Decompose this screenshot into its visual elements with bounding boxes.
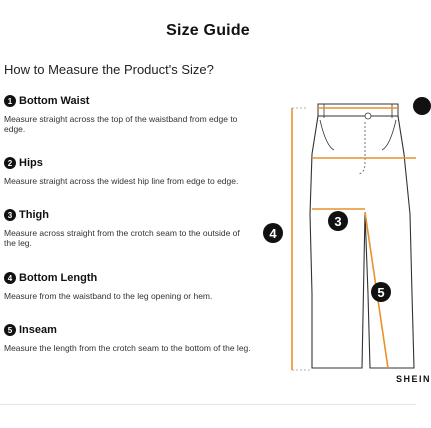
subtitle-container	[4, 58, 264, 77]
marker-4-label: 4	[269, 226, 277, 241]
number-badge: 1	[4, 95, 16, 107]
measurement-title: Bottom Length	[19, 272, 98, 284]
measurement-thigh	[4, 208, 252, 248]
measurement-description: Measure from the waistband to the leg opening or hem.	[4, 291, 213, 301]
measurement-hips	[4, 156, 252, 186]
marker-partial	[413, 97, 431, 115]
measurement-header	[4, 271, 252, 285]
number-badge: 2	[4, 157, 16, 169]
marker-4	[263, 223, 283, 243]
page-title: Size Guide	[166, 22, 250, 39]
measurement-header	[4, 208, 252, 222]
measurement-description: Measure the length from the crotch seam to the bottom of the leg.	[4, 343, 251, 353]
measurement-title: Bottom Waist	[19, 95, 90, 107]
measurement-header	[4, 323, 252, 337]
measurement-description: Measure across straight from the crotch seam to the outside of the leg.	[4, 228, 240, 248]
measurement-title: Hips	[19, 157, 43, 169]
button-icon	[365, 113, 371, 119]
measurement-inseam	[4, 323, 252, 353]
measurement-header	[4, 94, 252, 108]
measurement-header	[4, 156, 252, 170]
number-badge: 4	[4, 272, 16, 284]
bottom-divider	[0, 404, 416, 405]
measurement-title: Inseam	[19, 324, 57, 336]
number-badge: 5	[4, 324, 16, 336]
waistband-shape	[318, 104, 398, 116]
marker-3-label: 3	[334, 214, 342, 229]
measurement-description: Measure straight across the widest hip line from edge to edge.	[4, 176, 239, 186]
measurement-bottom-waist	[4, 94, 252, 134]
number-badge: 3	[4, 209, 16, 221]
marker-5	[371, 282, 391, 302]
pants-measurement-diagram	[262, 94, 416, 390]
brand-logo: SHEIN	[396, 374, 431, 384]
pants-outline	[310, 116, 414, 368]
measurement-title: Thigh	[19, 209, 49, 221]
marker-3	[328, 211, 348, 231]
page-subtitle: How to Measure the Product's Size?	[4, 62, 214, 77]
measurement-description: Measure straight across the top of the waistband from edge to edge.	[4, 114, 238, 134]
measurement-bottom-length	[4, 271, 252, 301]
marker-5-label: 5	[377, 285, 385, 300]
